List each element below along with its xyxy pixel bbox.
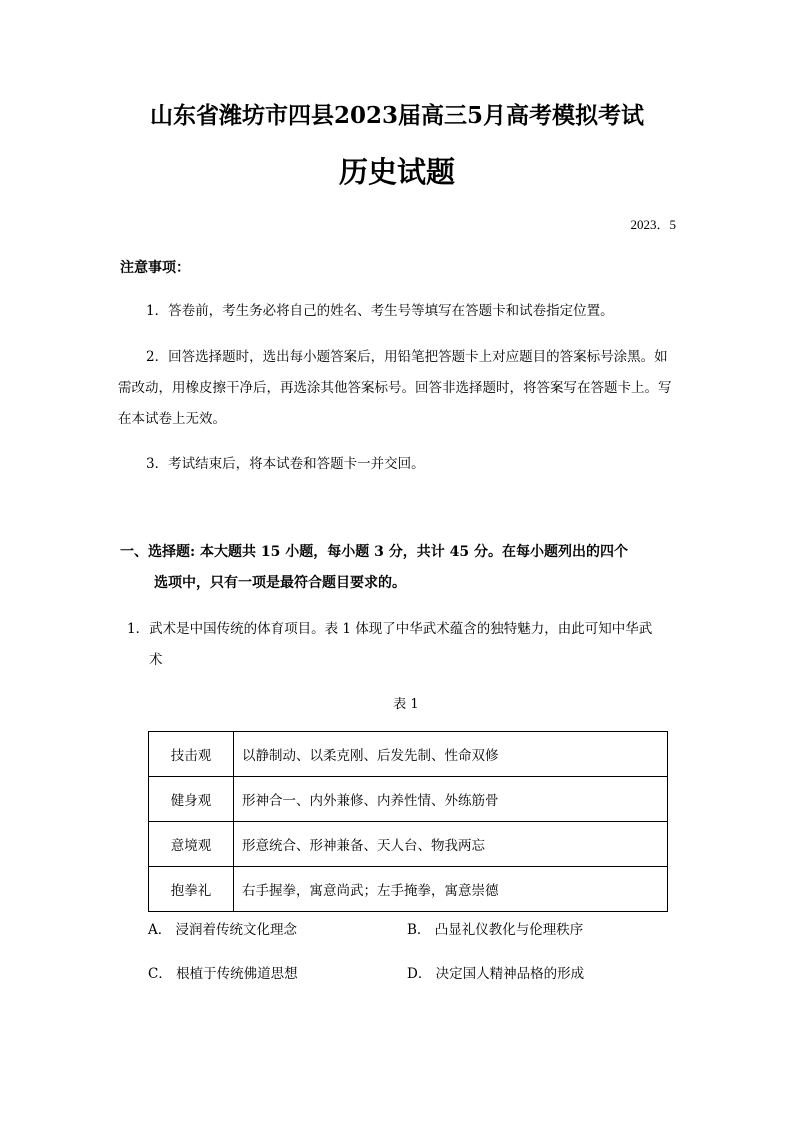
table-row	[149, 822, 668, 867]
section-heading	[120, 537, 690, 599]
notice-heading: 注意事项：	[120, 260, 190, 276]
subject-title: 历史试题	[338, 155, 455, 189]
notice-item-1: 1．答卷前，考生务必将自己的姓名、考生号等填写在答题卡和试卷指定位置。	[146, 303, 614, 319]
table-cell-value: 右手握拳，寓意尚武；左手掩拳，寓意崇德	[234, 867, 668, 912]
question-1-stem	[127, 614, 687, 676]
table-caption: 表 1	[393, 697, 419, 712]
question-1-line2: 术	[149, 652, 163, 668]
exam-title: 山东省潍坊市四县2023届高三5月高考模拟考试	[149, 102, 645, 129]
table-row	[149, 777, 668, 822]
table-cell-key: 抱拳礼	[149, 867, 234, 912]
exam-date: 2023．5	[630, 217, 676, 232]
option-a: A． 浸润着传统文化理念	[148, 922, 298, 938]
option-b: B． 凸显礼仪教化与伦理秩序	[407, 922, 584, 938]
question-1-table	[148, 731, 668, 912]
table-cell-key: 健身观	[149, 777, 234, 822]
table-cell-value: 以静制动、以柔克刚、后发先制、性命双修	[234, 732, 668, 777]
table-cell-value: 形意统合、形神兼备、天人台、物我两忘	[234, 822, 668, 867]
notice-item-2: 2．回答选择题时，选出每小题答案后，用铅笔把答题卡上对应题目的答案标号涂黑。如需改动，用橡皮擦干净后，再选涂其他答案标号。回答非选择题时，将答案写在答题卡上。写在本试卷上无效。	[118, 349, 672, 427]
table-cell-key: 技击观	[149, 732, 234, 777]
table-cell-value: 形神合一、内外兼修、内养性情、外练筋骨	[234, 777, 668, 822]
table-row	[149, 732, 668, 777]
table-cell-key: 意境观	[149, 822, 234, 867]
section-heading-line2: 选项中，只有一项是最符合题目要求的。	[154, 575, 406, 591]
section-heading-line1: 一、选择题: 本大题共 15 小题，每小题 3 分，共计 45 分。在每小题列出的四个	[120, 544, 628, 560]
option-c: C． 根植于传统佛道思想	[148, 966, 298, 982]
notice-item-3: 3．考试结束后，将本试卷和答题卡一并交回。	[146, 456, 425, 472]
question-1-line1: 1．武术是中国传统的体育项目。表 1 体现了中华武术蕴含的独特魅力，由此可知中华武	[127, 621, 653, 637]
option-d: D． 决定国人精神品格的形成	[407, 966, 585, 982]
table-row	[149, 867, 668, 912]
